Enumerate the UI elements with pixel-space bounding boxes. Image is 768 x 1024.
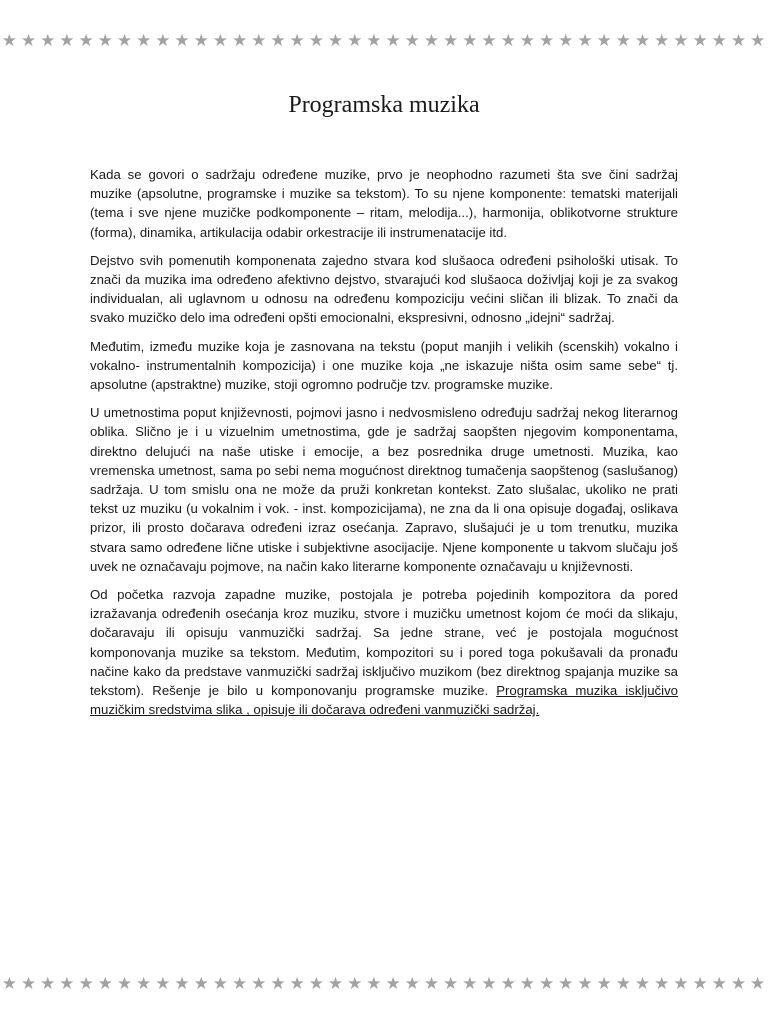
star-icon: ★ <box>519 974 536 994</box>
star-icon: ★ <box>615 31 632 51</box>
star-icon: ★ <box>40 31 56 51</box>
star-icon: ★ <box>59 974 76 994</box>
star-icon: ★ <box>193 974 210 994</box>
star-icon: ★ <box>327 974 344 994</box>
star-icon: ★ <box>251 974 267 994</box>
programska-muzika-definition: Programska muzika isključivo muzičkim sredstvima slika , opisuje ili dočarava određeni vanmuzički sadržaj. <box>90 683 679 718</box>
star-icon: ★ <box>443 974 459 994</box>
star-icon: ★ <box>1 974 18 994</box>
star-icon: ★ <box>385 974 402 994</box>
star-icon: ★ <box>174 31 191 51</box>
star-icon: ★ <box>59 31 76 51</box>
star-icon: ★ <box>174 974 191 994</box>
star-icon: ★ <box>423 974 440 994</box>
star-icon: ★ <box>78 974 95 994</box>
star-icon: ★ <box>462 974 478 994</box>
star-icon: ★ <box>519 31 536 51</box>
star-icon: ★ <box>404 31 421 51</box>
star-icon: ★ <box>78 31 95 51</box>
page-title: Programska muzika <box>288 92 480 118</box>
star-icon: ★ <box>654 974 670 994</box>
star-icon: ★ <box>327 31 344 51</box>
top-star-border <box>0 30 768 52</box>
star-icon: ★ <box>136 31 152 51</box>
star-icon: ★ <box>193 31 210 51</box>
star-icon: ★ <box>692 31 709 51</box>
star-icon: ★ <box>711 974 728 994</box>
star-icon: ★ <box>270 31 287 51</box>
star-icon: ★ <box>404 974 421 994</box>
star-icon: ★ <box>730 974 747 994</box>
bottom-star-border <box>0 973 768 995</box>
document-body <box>90 165 678 728</box>
star-icon: ★ <box>289 974 306 994</box>
star-icon: ★ <box>40 974 56 994</box>
paragraph-5 <box>90 585 678 719</box>
star-icon: ★ <box>308 974 325 994</box>
star-icon: ★ <box>212 974 229 994</box>
star-icon: ★ <box>366 974 383 994</box>
star-icon: ★ <box>730 31 747 51</box>
star-icon: ★ <box>116 974 133 994</box>
star-icon: ★ <box>711 31 728 51</box>
star-icon: ★ <box>443 31 459 51</box>
star-icon: ★ <box>538 974 555 994</box>
star-icon: ★ <box>231 31 248 51</box>
star-icon: ★ <box>308 31 325 51</box>
star-icon: ★ <box>231 974 248 994</box>
star-icon: ★ <box>270 974 287 994</box>
star-icon: ★ <box>289 31 306 51</box>
star-icon: ★ <box>634 974 651 994</box>
star-icon: ★ <box>615 974 632 994</box>
star-icon: ★ <box>654 31 670 51</box>
star-icon: ★ <box>634 31 651 51</box>
star-icon: ★ <box>97 31 114 51</box>
star-icon: ★ <box>155 974 171 994</box>
star-icon: ★ <box>347 31 363 51</box>
star-icon: ★ <box>212 31 229 51</box>
star-icon: ★ <box>500 31 517 51</box>
star-icon: ★ <box>558 974 574 994</box>
star-icon: ★ <box>20 31 37 51</box>
paragraph-5-text: Od početka razvoja zapadne muzike, postojala je potreba pojedinih kompozitora da pored izražavanja određenih osećanja kroz muziku, stvore i muzičku umetnost kojom će moći da slikaju, dočaravaju ili opisuju vanmuzički sadržaj. Sa jedne strane, već je postojala mogućnost komponovanja muzike sa tekstom. Međutim, kompozitori su i pored toga pokušavali da pronađu načine kako da predstave vanmuzički sadržaj isključivo muzikom (bez direktnog spajanja muzike sa tekstom). Rešenje je bilo u komponovanju programske muzike. <box>90 587 678 699</box>
star-icon: ★ <box>385 31 402 51</box>
star-icon: ★ <box>97 974 114 994</box>
star-icon: ★ <box>596 31 613 51</box>
star-icon: ★ <box>750 974 766 994</box>
star-icon: ★ <box>1 31 18 51</box>
star-icon: ★ <box>116 31 133 51</box>
star-icon: ★ <box>577 974 594 994</box>
star-icon: ★ <box>750 31 766 51</box>
star-icon: ★ <box>596 974 613 994</box>
star-icon: ★ <box>462 31 478 51</box>
star-icon: ★ <box>692 974 709 994</box>
star-icon: ★ <box>481 31 498 51</box>
star-icon: ★ <box>251 31 267 51</box>
star-icon: ★ <box>558 31 574 51</box>
star-icon: ★ <box>673 974 690 994</box>
star-icon: ★ <box>347 974 363 994</box>
star-icon: ★ <box>673 31 690 51</box>
star-icon: ★ <box>20 974 37 994</box>
star-icon: ★ <box>366 31 383 51</box>
paragraph-1: Kada se govori o sadržaju određene muzike, prvo je neophodno razumeti šta sve čini sadržaj muzike (apsolutne, programske i muzike sa tekstom). To su njene komponente: tematski materijali (tema i sve njene muzičke podkomponente – ritam, melodija...), harmonija, oblikotvorne strukture (forma), dinamika, artikulacija odabir orkestracije ili instrumenatacije itd. <box>90 167 678 240</box>
paragraph-3: Međutim, između muzike koja je zasnovana na tekstu (poput manjih i velikih (scenskih) vokalno i vokalno- instrumentalnih kompozicija) i one muzike koja „ne iskazuje ništa osim same sebe“ tj. apsolutne (apstraktne) muzike, stoji ogromno područje tzv. programske muzike. <box>90 338 678 393</box>
star-icon: ★ <box>481 974 498 994</box>
paragraph-2: Dejstvo svih pomenutih komponenata zajedno stvara kod slušaoca određeni psihološki utisak. To znači da muzika ima određeno afektivno dejstvo, stvarajući kod slušaoca doživljaj koji je za svakog individualan, ali uglavnom u odnosu na određenu kompoziciju većini sličan ili blizak. To znači da svako muzičko delo ima određeni opšti emocionalni, ekspresivni, odnosno „idejni“ sadržaj. <box>90 252 678 326</box>
star-icon: ★ <box>538 31 555 51</box>
star-icon: ★ <box>500 974 517 994</box>
paragraph-4: U umetnostima poput književnosti, pojmovi jasno i nedvosmisleno određuju sadržaj nekog literarnog oblika. Slično je i u vizuelnim umetnostima, gde je sadržaj saopšten njegovim komponentama, direktno delujući na naše utiske i emocije, a bez posrednika druge umetnosti. Muzika, kao vremenska umetnost, sama po sebi nema mogućnost direktnog tumačenja saopštenog (saslušanog) sadržaja. U tom smislu ona ne može da pruži konkretan kontekst. Zato slušalac, ukoliko ne prati tekst uz muziku (u vokalnim i vok. - inst. kompozicijama), ne zna da li ona opisuje događaj, oslikava prizor, ili prosto dočarava određeni izraz osećanja. Zapravo, slušajući je u tom trenutku, muzika stvara samo određene lične utiske i subjektivne asocijacije. Njene komponente u takvom slučaju još uvek ne označavaju pojmove, na način kako literarne komponente označavaju u književnosti. <box>90 405 678 574</box>
star-icon: ★ <box>155 31 171 51</box>
star-icon: ★ <box>136 974 152 994</box>
star-icon: ★ <box>423 31 440 51</box>
star-icon: ★ <box>577 31 594 51</box>
